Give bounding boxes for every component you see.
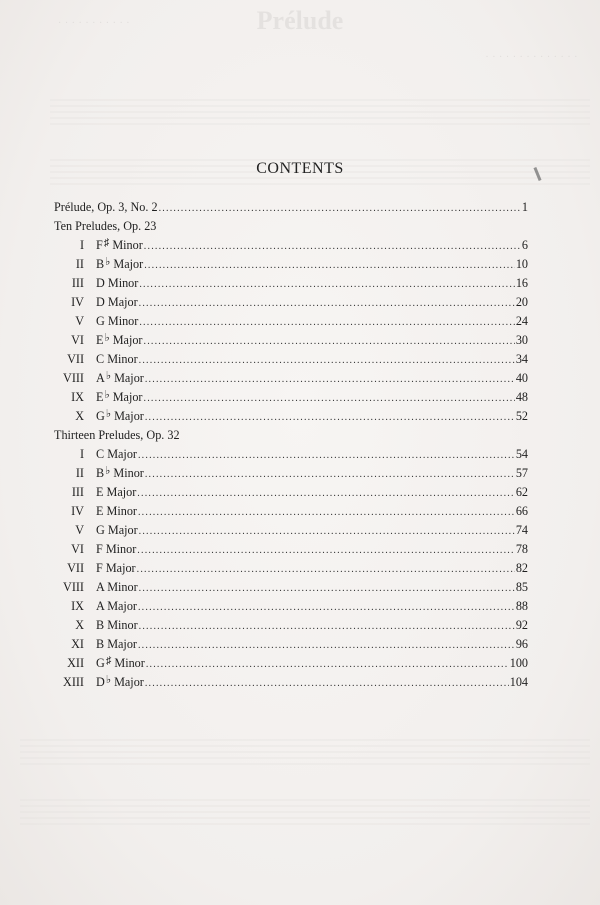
toc-entry[interactable] (0, 578, 600, 597)
toc-entry-title (96, 673, 145, 693)
toc-entry-line (96, 312, 528, 332)
sharp-sign-icon: ♯ (105, 655, 112, 667)
toc-entry-key: F (96, 542, 103, 556)
toc-entry-page-number: 20 (515, 295, 528, 309)
toc-entry[interactable] (0, 255, 600, 274)
toc-entry-numeral: X (75, 618, 84, 632)
toc-entry[interactable] (0, 483, 600, 502)
toc-entry-numeral: VII (67, 352, 84, 366)
toc-entry-line (96, 635, 528, 655)
toc-entry-key: G (96, 314, 105, 328)
toc-entry-numeral: VI (71, 333, 84, 347)
toc-entry-title (96, 312, 139, 331)
toc-entry-line (96, 407, 528, 427)
toc-entry-key: D (96, 276, 105, 290)
toc-entry-title (96, 635, 138, 654)
toc-entry-numeral: V (75, 523, 84, 537)
toc-entry[interactable] (0, 293, 600, 312)
toc-entry-mode: Major (110, 257, 144, 271)
show-through-text-left: · · · · · · · · · · · (58, 18, 131, 29)
toc-entry[interactable] (0, 407, 600, 426)
dot-leader (145, 674, 509, 693)
toc-entry-title (96, 578, 139, 597)
toc-entry-line (96, 673, 528, 693)
toc-entry-numeral: II (75, 257, 84, 271)
toc-entry-page-number: 30 (515, 333, 528, 347)
dot-leader (139, 275, 514, 294)
toc-entry[interactable] (0, 312, 600, 331)
toc-entry-mode: Major (111, 409, 144, 423)
toc-entry-title (96, 407, 145, 427)
toc-entry[interactable] (0, 464, 600, 483)
toc-entry-page-number: 10 (515, 257, 528, 271)
flat-sign-icon: ♭ (104, 332, 110, 344)
toc-entry-key: B (96, 637, 105, 651)
toc-entry-key: A (96, 580, 105, 594)
flat-sign-icon: ♭ (105, 256, 111, 268)
dot-leader (139, 522, 515, 541)
dot-leader (144, 332, 515, 351)
toc-entry-key: B (96, 257, 105, 271)
toc-entry-line (96, 331, 528, 351)
dot-leader (139, 313, 514, 332)
toc-entry-line (96, 502, 528, 522)
dot-leader (145, 465, 515, 484)
dot-leader (139, 294, 515, 313)
toc-entry-title (96, 521, 139, 540)
toc-entry[interactable] (0, 236, 600, 255)
toc-entry-page-number: 62 (515, 485, 528, 499)
dot-leader (138, 446, 515, 465)
toc-entry-numeral: IV (71, 295, 84, 309)
toc-entry-mode: Major (104, 295, 138, 309)
toc-entry-line (96, 293, 528, 313)
toc-entry-page-number: 88 (515, 599, 528, 613)
toc-entry-title (96, 464, 145, 484)
toc-entry[interactable] (0, 673, 600, 692)
toc-entry[interactable] (0, 369, 600, 388)
dot-leader (144, 237, 521, 256)
toc-entry-key: D (96, 675, 105, 689)
show-through-text-right: · · · · · · · · · · · · · · (485, 52, 578, 63)
toc-entry-key: F (96, 238, 103, 252)
toc-entry-line (96, 236, 528, 256)
toc-entry-line (96, 521, 528, 541)
toc-entry-page-number: 57 (515, 466, 528, 480)
toc-entry-key: B (96, 618, 105, 632)
toc-entry-key: A (96, 371, 105, 385)
toc-entry-numeral: VIII (63, 580, 84, 594)
toc-entry-key: B (96, 466, 105, 480)
toc-entry-key: E (96, 504, 104, 518)
dot-leader (159, 199, 521, 218)
flat-sign-icon: ♭ (105, 370, 112, 382)
toc-entry-mode: Minor (110, 466, 144, 480)
toc-entry-numeral: XI (71, 637, 84, 651)
toc-entry-page-number: 96 (515, 637, 528, 651)
toc-entry-mode: Major (102, 561, 136, 575)
toc-entry-title (96, 502, 138, 521)
toc-entry-page-number: 66 (515, 504, 528, 518)
toc-entry-numeral: IX (71, 390, 84, 404)
toc-entry[interactable] (0, 198, 600, 217)
toc-entry[interactable] (0, 521, 600, 540)
toc-entry-line (96, 388, 528, 408)
toc-entry[interactable] (0, 331, 600, 350)
toc-entry-title (96, 369, 145, 389)
toc-entry-title (96, 388, 144, 408)
toc-section-heading: Thirteen Preludes, Op. 32 (54, 428, 180, 442)
toc-entry-key: C (96, 447, 105, 461)
dot-leader (137, 560, 515, 579)
toc-entry-title (96, 483, 137, 502)
toc-entry-line (54, 198, 528, 218)
toc-entry-numeral: XIII (63, 675, 84, 689)
toc-entry[interactable] (0, 274, 600, 293)
toc-entry-numeral: X (75, 409, 84, 423)
toc-section-heading: Ten Preludes, Op. 23 (54, 219, 157, 233)
toc-entry-mode: Major (111, 371, 144, 385)
dot-leader (138, 636, 515, 655)
flat-sign-icon: ♭ (104, 389, 110, 401)
dot-leader (139, 351, 515, 370)
page-title: CONTENTS (256, 160, 344, 177)
dot-leader (138, 598, 515, 617)
toc-entry-numeral: IV (71, 504, 84, 518)
toc-entry-key: E (96, 333, 104, 347)
toc-entry[interactable] (0, 597, 600, 616)
toc-entry[interactable] (0, 350, 600, 369)
toc-entry-line (96, 464, 528, 484)
toc-entry-key: D (96, 295, 105, 309)
toc-entry-mode: Major (104, 599, 137, 613)
toc-entry-key: G (96, 523, 105, 537)
toc-entry-numeral: I (79, 447, 84, 461)
toc-entry-mode: Minor (109, 238, 143, 252)
toc-entry-title: Prélude, Op. 3, No. 2 (54, 200, 158, 214)
toc-entry-mode: Minor (111, 656, 145, 670)
toc-entry-page-number: 48 (515, 390, 528, 404)
toc-entry-page-number: 6 (521, 238, 528, 252)
dot-leader (146, 655, 509, 674)
toc-entry-key: G (96, 656, 105, 670)
toc-entry-page-number: 82 (515, 561, 528, 575)
toc-entry-mode: Minor (103, 504, 137, 518)
toc-entry-page-number: 24 (515, 314, 528, 328)
toc-entry-key: E (96, 390, 104, 404)
toc-entry-line (96, 350, 528, 370)
toc-entry-key: E (96, 485, 104, 499)
toc-entry-numeral: III (71, 276, 84, 290)
toc-entry-title (96, 274, 139, 293)
toc-entry-line (96, 597, 528, 617)
toc-entry-mode: Minor (104, 580, 138, 594)
toc-entry-mode: Major (111, 675, 144, 689)
toc-entry-page-number: 54 (515, 447, 528, 461)
toc-entry-numeral: XII (67, 656, 84, 670)
toc-entry-line (96, 578, 528, 598)
toc-entry-numeral: VI (71, 542, 84, 556)
dot-leader (138, 503, 515, 522)
toc-entry-title (96, 597, 138, 616)
toc-entry-title (96, 331, 144, 351)
toc-entry[interactable] (0, 540, 600, 559)
toc-entry-numeral: II (75, 466, 84, 480)
toc-entry-numeral: III (71, 485, 84, 499)
toc-entry-page-number: 104 (509, 675, 528, 689)
toc-entry-title (96, 559, 137, 578)
toc-entry-page-number: 34 (515, 352, 528, 366)
toc-entry-mode: Major (109, 390, 143, 404)
toc-entry[interactable] (0, 445, 600, 464)
dot-leader (137, 541, 515, 560)
toc-entry-mode: Major (104, 447, 137, 461)
toc-entry[interactable] (0, 502, 600, 521)
toc-entry-page-number: 40 (515, 371, 528, 385)
toc-entry[interactable] (0, 616, 600, 635)
toc-entry-mode: Major (103, 485, 137, 499)
toc-entry-title (96, 350, 139, 369)
toc-entry-line (96, 255, 528, 275)
toc-entry-mode: Minor (104, 618, 138, 632)
toc-entry-key: F (96, 561, 103, 575)
toc-entry[interactable] (0, 654, 600, 673)
toc-entry-key: A (96, 599, 105, 613)
flat-sign-icon: ♭ (105, 408, 112, 420)
dot-leader (144, 389, 515, 408)
toc-entry[interactable] (0, 388, 600, 407)
toc-entry-page-number: 92 (515, 618, 528, 632)
toc-entry-numeral: I (79, 238, 84, 252)
dot-leader (139, 617, 515, 636)
toc-entry-numeral: IX (71, 599, 84, 613)
toc-entry-title (96, 540, 137, 559)
dot-leader (137, 484, 515, 503)
toc-entry-page-number: 85 (515, 580, 528, 594)
dot-leader (145, 408, 515, 427)
dot-leader (144, 256, 515, 275)
toc-entry-line (96, 483, 528, 503)
toc-entry-key: G (96, 409, 105, 423)
toc-entry-page-number: 52 (515, 409, 528, 423)
toc-entry-mode: Major (104, 523, 138, 537)
toc-entry-numeral: VIII (63, 371, 84, 385)
toc-entry-mode: Major (104, 637, 137, 651)
toc-entry-title (96, 445, 138, 464)
flat-sign-icon: ♭ (105, 674, 112, 686)
toc-entry-page-number: 78 (515, 542, 528, 556)
show-through-title: Prélude (256, 6, 344, 35)
toc-entry-mode: Minor (102, 542, 137, 556)
toc-entry-title (96, 293, 139, 312)
toc-entry-page-number: 1 (521, 200, 528, 214)
dot-leader (139, 579, 515, 598)
toc-entry-page-number: 74 (515, 523, 528, 537)
toc-entry-title (96, 236, 144, 256)
toc-entry-page-number: 100 (509, 656, 528, 670)
toc-entry[interactable] (0, 635, 600, 654)
toc-entry[interactable] (0, 559, 600, 578)
toc-entry-numeral: VII (67, 561, 84, 575)
toc-entry-page-number: 16 (515, 276, 528, 290)
toc-entry-title (96, 255, 144, 275)
toc-entry-key: C (96, 352, 105, 366)
toc-entry-mode: Minor (104, 314, 139, 328)
toc-entry-line (96, 616, 528, 636)
toc-entry-title (96, 616, 139, 635)
toc-entry-title (96, 654, 146, 674)
dot-leader (145, 370, 515, 389)
toc-entry-line (96, 274, 528, 294)
toc-entry-mode: Major (109, 333, 143, 347)
flat-sign-icon: ♭ (105, 465, 111, 477)
toc-entry-line (96, 559, 528, 579)
toc-entry-mode: Minor (104, 276, 139, 290)
toc-entry-line (96, 654, 528, 674)
toc-entry-mode: Minor (104, 352, 138, 366)
toc-entry-line (96, 445, 528, 465)
toc-entry-line (96, 369, 528, 389)
toc-entry-numeral: V (75, 314, 84, 328)
sharp-sign-icon: ♯ (103, 237, 110, 249)
toc-entry-line (96, 540, 528, 560)
